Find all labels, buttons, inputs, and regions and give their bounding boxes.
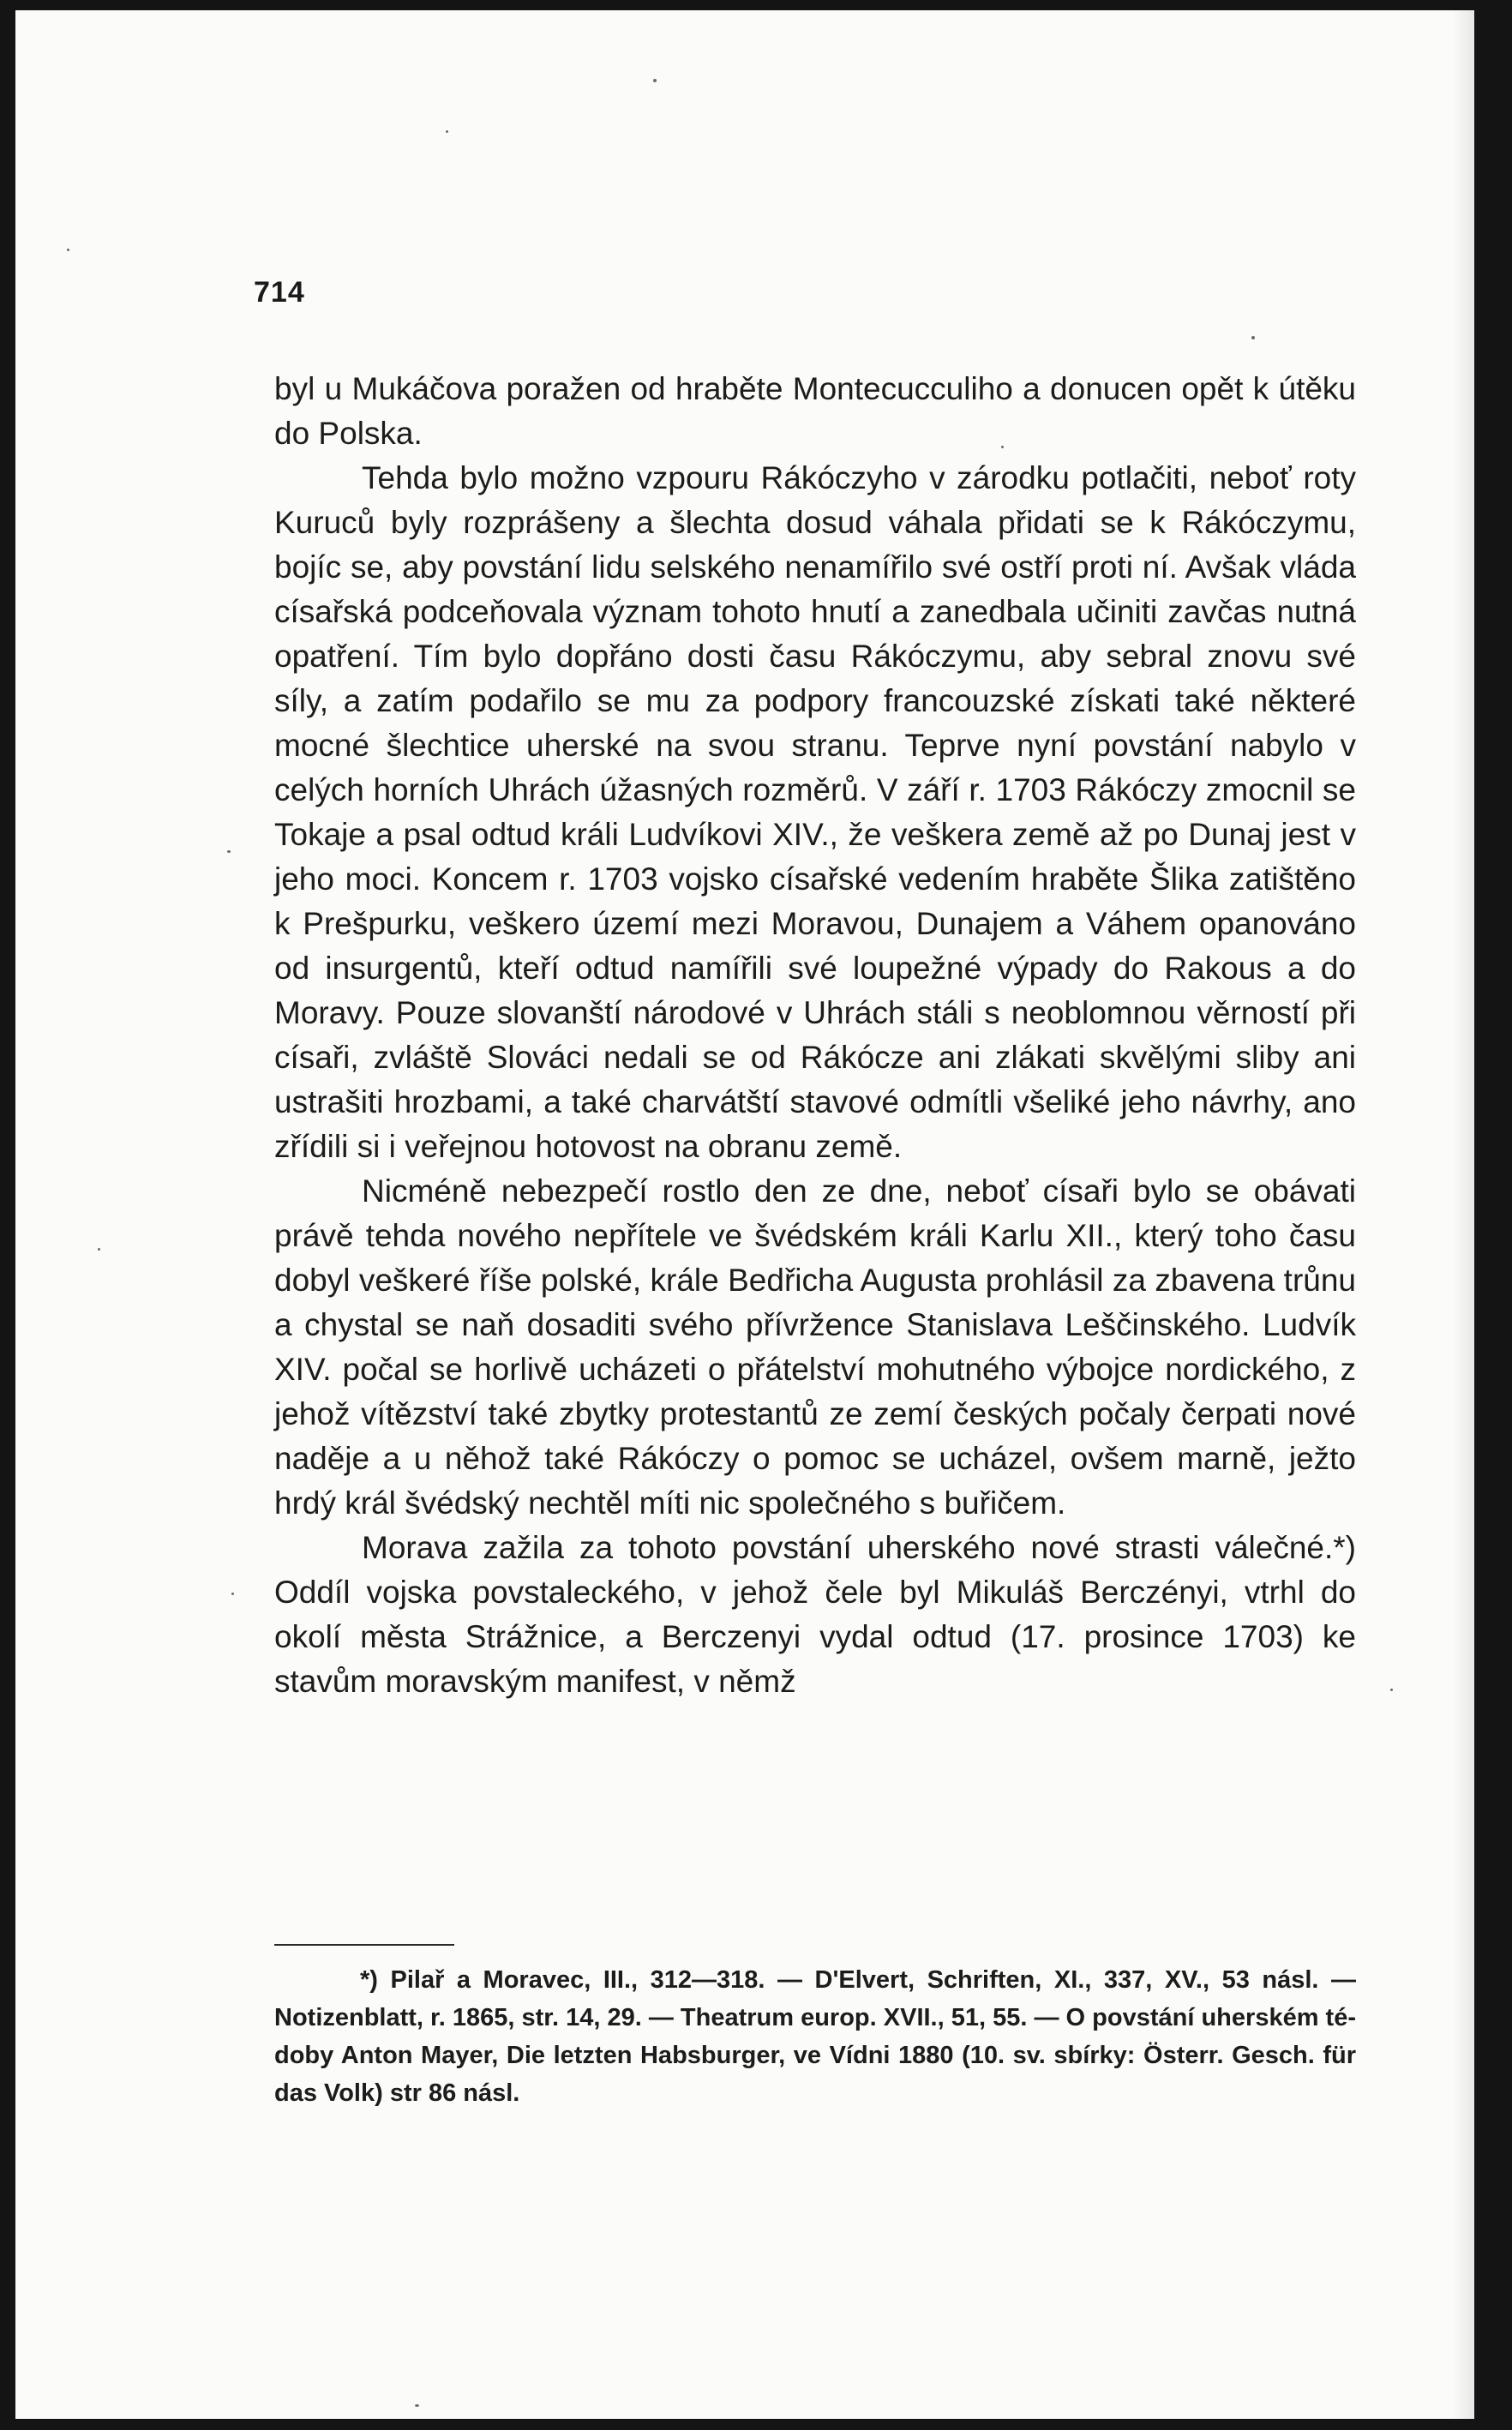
paragraph: Morava zažila za tohoto povstání uherského nové strasti válečné.*) Oddíl vojska povstaleckého, v jehož čele byl Mikuláš Berczényi, vtrhl do okolí města Strážnice, a Berczenyi vydal odtud (17. prosince 1703) ke stavům moravským manifest, v němž — [274, 1530, 1356, 1699]
dust-speck — [1390, 1689, 1393, 1691]
footnote-divider — [274, 1944, 454, 1946]
paragraph: Tehda bylo možno vzpouru Rákóczyho v zárodku potlačiti, neboť roty Kuruců byly rozprášeny a šlechta dosud váhala přidati se k Rákóczymu, bojíc se, aby povstání lidu selského nenamířilo své ostří proti ní. Avšak vláda císařská podceňovala význam tohoto hnutí a zanedbala učiniti zavčas nutná opatření. Tím bylo dopřáno dosti času Rákóczymu, aby sebral znovu své síly, a zatím podařilo se mu za podpory francouzské získati také některé mocné šlechtice uherské na svou stranu. Teprve nyní povstání nabylo v celých horních Uhrách úžasných rozměrů. V září r. 1703 Rákóczy zmocnil se Tokaje a psal odtud králi Ludvíkovi XIV., že veškera země až po Dunaj jest v jeho moci. Koncem r. 1703 vojsko císařské vedením hraběte Šlika zatištěno k Prešpurku, veškero území mezi Moravou, Dunajem a Váhem opanováno od insurgentů, kteří odtud namířili své loupežné výpady do Rakous a do Moravy. Pouze slovanští národové v Uhrách stáli s neoblomnou věrností při císaři, zvláště Slováci nedali se od Rákócze ani zlákati skvělými sliby ani ustrašiti hrozbami, a také charvátští stavové odmítli všeliké jeho návrhy, ano zřídili si i veřejnou hotovost na obranu země. — [274, 460, 1356, 1164]
page-number: 714 — [254, 276, 305, 309]
dust-speck — [446, 130, 448, 133]
paragraph: Nicméně nebezpečí rostlo den ze dne, neboť císaři bylo se obávati právě tehda nového nepřítele ve švédském králi Karlu XII., který toho času dobyl veškeré říše polské, krále Bedřicha Augusta prohlásil za zbavena trůnu a chystal se naň dosaditi svého přívržence Stanislava Leščinského. Ludvík XIV. počal se horlivě ucházeti o přátelství mohutného výbojce nordického, z jehož vítězství také zbytky protestantů ze zemí českých počaly čerpati nové naděje a u něhož také Rákóczy o pomoc se ucházel, ovšem marně, ježto hrdý král švédský nechtěl míti nic společného s buřičem. — [274, 1173, 1356, 1521]
paragraph: byl u Mukáčova poražen od hraběte Montecucculiho a donucen opět k útěku do Polska. — [274, 371, 1356, 451]
dust-speck — [231, 1593, 234, 1595]
dust-speck — [653, 79, 657, 82]
dust-speck — [227, 850, 231, 853]
page-edge-shadow — [1452, 10, 1474, 2419]
dust-speck — [67, 249, 69, 251]
body-text — [274, 367, 1356, 1704]
dust-speck — [415, 2404, 419, 2407]
footnote: *) Pilař a Moravec, III., 312—318. — D'Elvert, Schriften, XI., 337, XV., 53 násl. — Notizenblatt, r. 1865, str. 14, 29. — Theatrum europ. XVII., 51, 55. — O povstání uherském té-doby Anton Mayer, Die letzten Habsburger, ve Vídni 1880 (10. sv. sbírky: Österr. Gesch. für das Volk) str 86 násl. — [274, 1966, 1356, 2107]
dust-speck — [1251, 336, 1255, 339]
dust-speck — [98, 1248, 100, 1251]
